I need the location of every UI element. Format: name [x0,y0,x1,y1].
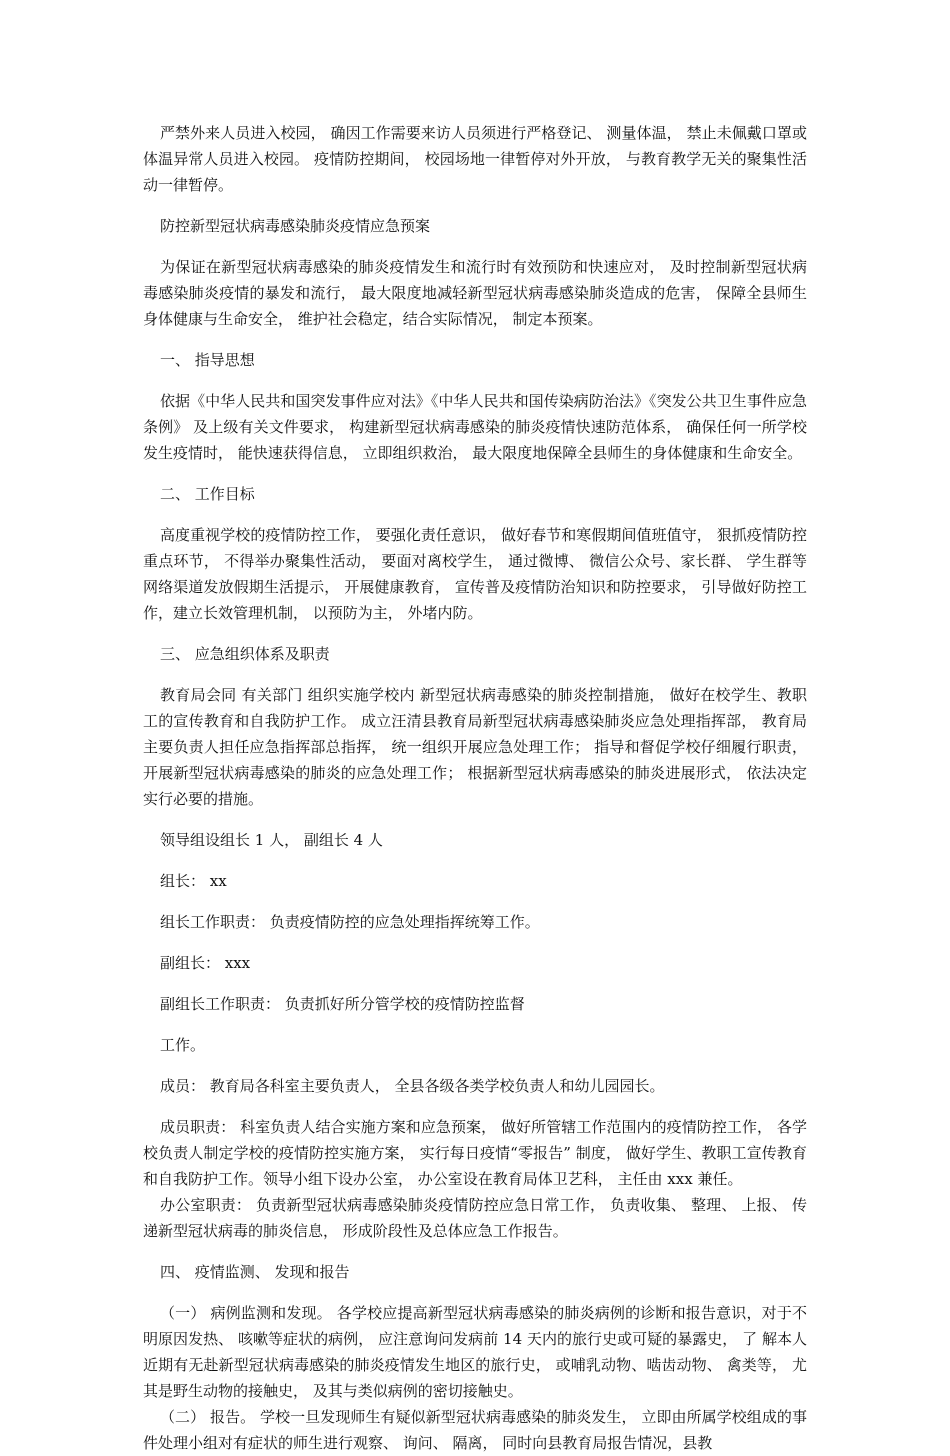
paragraph-organization: 教育局会同 有关部门 组织实施学校内 新型冠状病毒感染的肺炎控制措施， 做好在校学生、教职工的宣传教育和自我防护工作。 成立汪清县教育局新型冠状病毒感染肺炎应急处理指挥部， 教育局主要负责人担任应急指挥部总指挥， 统一组织开展应急处理工作； 指导和督促学校仔细履行职责，开展新型冠状病毒感染的肺炎的应急处理工作； 根据新型冠状病毒感染的肺炎进展形式， 依法决定实行必要的措施。 [143,686,807,808]
heading-guiding-ideology: 一、 指导思想 [160,351,255,369]
office-duties: 办公室职责： 负责新型冠状病毒感染肺炎疫情防控应急日常工作， 负责收集、 整理、 上报、 传递新型冠状病毒的肺炎信息， 形成阶段性及总体应急工作报告。 [143,1196,807,1240]
member-duties: 成员职责： 科室负责人结合实施方案和应急预案， 做好所管辖工作范围内的疫情防控工作， 各学校负责人制定学校的疫情防控实施方案， 实行每日疫情“零报告” 制度， 做好学生、教职工宣传教育和自我防护工作。领导小组下设办公室， 办公室设在教育局体卫艺科， 主任由 xxx 兼任。 [143,1118,807,1188]
heading-monitoring: 四、 疫情监测、 发现和报告 [160,1263,350,1281]
leader-duties: 组长工作职责： 负责疫情防控的应急处理指挥统筹工作。 [160,913,540,931]
plan-title: 防控新型冠状病毒感染肺炎疫情应急预案 [160,217,431,235]
deputy-leader-duties: 副组长工作职责： 负责抓好所分管学校的疫情防控监督 [160,995,525,1013]
paragraph-case-monitoring: （一） 病例监测和发现。 各学校应提高新型冠状病毒感染的肺炎病例的诊断和报告意识，对于不明原因发热、 咳嗽等症状的病例， 应注意询问发病前 14 天内的旅行史或可疑的暴露史， 了 解本人近期有无赴新型冠状病毒感染的肺炎疫情发生地区的旅行史， 或哺乳动物、啮齿动物、 禽类等， 尤其是野生动物的接触史， 及其与类似病例的密切接触史。 [143,1304,807,1400]
heading-work-goals: 二、 工作目标 [160,485,255,503]
paragraph-legal-basis: 依据《中华人民共和国突发事件应对法》《中华人民共和国传染病防治法》《突发公共卫生事件应急条例》 及上级有关文件要求， 构建新型冠状病毒感染的肺炎疫情快速防范体系， 确保任何一所学校发生疫情时， 能快速获得信息， 立即组织救治， 最大限度地保障全县师生的身体健康和生命安全。 [143,392,807,462]
leadership-composition: 领导组设组长 1 人， 副组长 4 人 [160,831,383,849]
leader-name: 组长： xx [160,872,227,890]
deputy-leader-duties-cont: 工作。 [160,1036,206,1054]
paragraph-purpose: 为保证在新型冠状病毒感染的肺炎疫情发生和流行时有效预防和快速应对， 及时控制新型冠状病毒感染肺炎疫情的暴发和流行， 最大限度地减轻新型冠状病毒感染肺炎造成的危害， 保障全县师生身体健康与生命安全， 维护社会稳定，结合实际情况， 制定本预案。 [143,258,807,328]
members: 成员： 教育局各科室主要负责人， 全县各级各类学校负责人和幼儿园园长。 [160,1077,665,1095]
paragraph-goals: 高度重视学校的疫情防控工作， 要强化责任意识， 做好春节和寒假期间值班值守， 狠抓疫情防控重点环节， 不得举办聚集性活动， 要面对离校学生， 通过微博、 微信公众号、家长群、 学生群等网络渠道发放假期生活提示， 开展健康教育， 宣传普及疫情防治知识和防控要求， 引导做好防控工作，建立长效管理机制， 以预防为主， 外堵内防。 [143,526,807,622]
deputy-leader-name: 副组长： xxx [160,954,251,972]
heading-organization: 三、 应急组织体系及职责 [160,645,330,663]
document-body [143,120,807,1456]
paragraph-campus-closure: 严禁外来人员进入校园， 确因工作需要来访人员须进行严格登记、 测量体温， 禁止未佩戴口罩或体温异常人员进入校园。 疫情防控期间， 校园场地一律暂停对外开放， 与教育教学无关的聚集性活动一律暂停。 [143,124,807,194]
paragraph-reporting: （二） 报告。 学校一旦发现师生有疑似新型冠状病毒感染的肺炎发生， 立即由所属学校组成的事件处理小组对有症状的师生进行观察、 询问、 隔离， 同时向县教育局报告情况，县教 [143,1408,807,1452]
